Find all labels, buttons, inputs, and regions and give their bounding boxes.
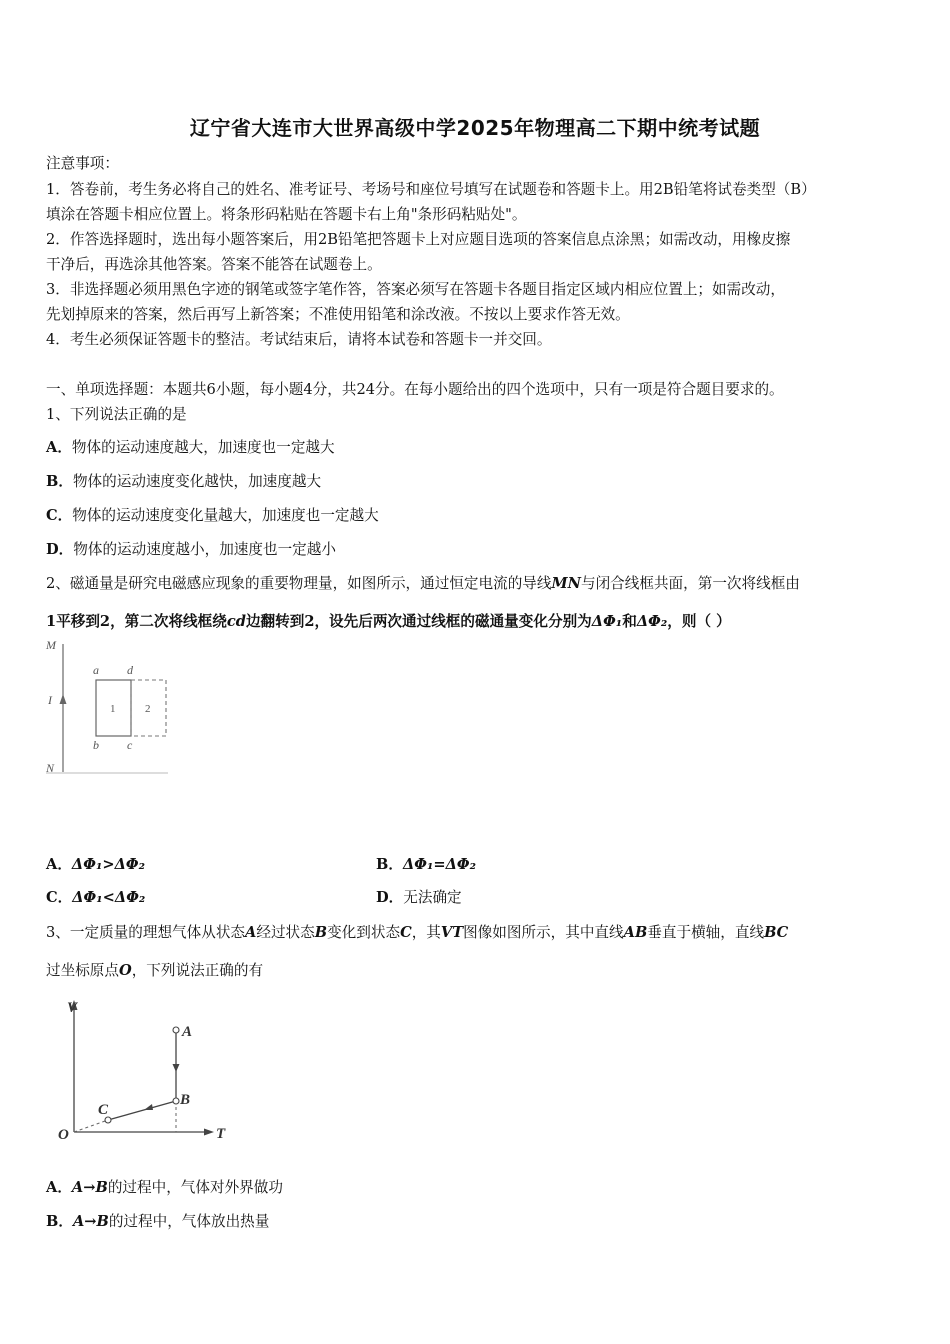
notice-line: 4．考生必须保证答题卡的整洁。考试结束后，请将本试卷和答题卡一并交回。 [46,331,552,348]
line-cb [108,1101,176,1120]
q3-option-b [46,1210,269,1231]
label-B: B [180,1092,191,1108]
q2-text: 与闭合线框共面，第一次将线框由 [580,575,800,592]
label-M: M [46,638,56,652]
bc-arrow-icon [144,1104,153,1110]
label-I: I [48,693,52,707]
q2-option-d [376,886,462,907]
q3-stem-line1 [46,921,788,942]
option-text: 物体的运动速度越小，加速度也一定越小 [73,541,336,558]
q3-vt: VT [440,924,464,941]
option-label: B． [46,1213,73,1230]
q1-option-b [46,470,321,491]
option-text: ΔΦ₁=ΔΦ₂ [402,856,477,873]
q3-origin: O [118,962,132,979]
q2-stem-line2 [46,610,731,631]
option-label: D． [46,541,74,558]
q3-state-b: B [314,924,328,941]
label-1: 1 [110,703,116,715]
q3-line-bc: BC [764,924,789,941]
q3-text: ，其 [411,924,441,941]
q3-text: 变化到状态 [327,924,401,941]
q2-option-a [46,853,145,874]
label-a: a [93,663,99,677]
notice-line: 填涂在答题卡相应位置上。将条形码粘贴在答题卡右上角"条形码粘贴处"。 [46,206,527,223]
option-text: ΔΦ₁>ΔΦ₂ [71,856,146,873]
q1-option-a [46,436,335,457]
label-N: N [46,761,55,775]
current-arrow-icon [60,694,67,704]
line-oc-dashed [74,1120,108,1132]
notice-line: 3．非选择题必须用黑色字迹的钢笔或签字笔作答，答案必须写在答题卡各题目指定区域内相应位置上；如需改动， [46,281,785,298]
notice-line: 干净后，再选涂其他答案。答案不能答在试题卷上。 [46,256,382,273]
option-expr: A→B [72,1213,109,1230]
option-text: ΔΦ₁<ΔΦ₂ [72,889,146,906]
q3-text: 图像如图所示，其中直线 [463,924,624,941]
q1-option-c [46,504,379,525]
q3-state-a: A [245,924,257,941]
ab-arrow-icon [173,1064,180,1072]
q3-text: 经过状态 [256,924,315,941]
option-label: A． [46,856,72,873]
notice-line: 1．答卷前，考生务必将自己的姓名、准考证号、考场号和座位号填写在试题卷和答题卡上。用2B铅笔将试卷类型（B） [46,181,816,198]
q2-text: 边翻转到2，设先后两次通过线框的磁通量变化分别为 [245,613,592,630]
option-label: B． [376,856,403,873]
notice-line: 先划掉原来的答案，然后再写上新答案；不准使用铅笔和涂改液。不按以上要求作答无效。 [46,306,630,323]
option-text: 物体的运动速度变化量越大，加速度也一定越大 [72,507,379,524]
q1-stem: 1、下列说法正确的是 [46,406,187,423]
option-label: A． [46,439,72,456]
q2-stem-line1 [46,572,800,593]
notice-heading: 注意事项： [46,155,119,172]
section-heading: 一、单项选择题：本题共6小题，每小题4分，共24分。在每小题给出的四个选项中，只有一项是符合题目要求的。 [46,381,784,398]
q3-text: 过坐标原点 [46,962,119,979]
option-label: D． [376,889,404,906]
label-A: A [182,1024,193,1040]
label-b: b [93,738,99,752]
option-text: 的过程中，气体对外界做功 [107,1179,283,1196]
t-axis-arrow-icon [204,1129,214,1136]
q3-line-ab: AB [623,924,648,941]
option-label: B． [46,473,73,490]
option-text: 无法确定 [403,889,462,906]
q3-text: ，下列说法正确的有 [131,962,264,979]
option-text: 物体的运动速度变化越快，加速度越大 [72,473,322,490]
page-title: 辽宁省大连市大世界高级中学2025年物理高二下期中统考试题 [189,116,761,140]
q2-text: ，则（ ） [667,613,731,630]
notice-line: 2．作答选择题时，选出每小题答案后，用2B铅笔把答题卡上对应题目选项的答案信息点涂黑；如需改动，用橡皮擦 [46,231,791,248]
label-V: V [67,1000,78,1016]
q2-text: 和 [622,613,637,630]
q2-wire-label: MN [551,575,581,592]
label-d: d [127,663,133,677]
q1-option-d [46,538,336,559]
option-label: A． [46,1179,72,1196]
q3-stem-line2 [46,959,263,980]
q2-option-b [376,853,476,874]
q3-text: 3、一定质量的理想气体从状态 [46,924,246,941]
point-b [173,1098,179,1104]
option-expr: A→B [71,1179,108,1196]
option-label: C． [46,507,73,524]
label-O: O [58,1127,69,1143]
label-T: T [216,1126,226,1142]
q3-option-a [46,1176,283,1197]
label-2: 2 [145,703,151,715]
option-label: C． [46,889,73,906]
label-C: C [98,1102,109,1118]
point-a [173,1027,179,1033]
q2-figure [44,636,174,778]
q2-text: 1平移到2，第二次将线框绕 [46,613,227,630]
q2-phi2: ΔΦ₂ [636,613,668,630]
q2-option-c [46,886,145,907]
q3-figure [56,994,236,1144]
q3-text: 垂直于横轴，直线 [647,924,765,941]
q2-edge-label: cd [226,613,246,630]
q2-phi1: ΔΦ₁ [591,613,623,630]
q3-state-c: C [400,924,412,941]
q2-text: 2、磁通量是研究电磁感应现象的重要物理量，如图所示，通过恒定电流的导线 [46,575,552,592]
label-c: c [127,738,133,752]
option-text: 物体的运动速度越大，加速度也一定越大 [71,439,335,456]
option-text: 的过程中，气体放出热量 [108,1213,270,1230]
